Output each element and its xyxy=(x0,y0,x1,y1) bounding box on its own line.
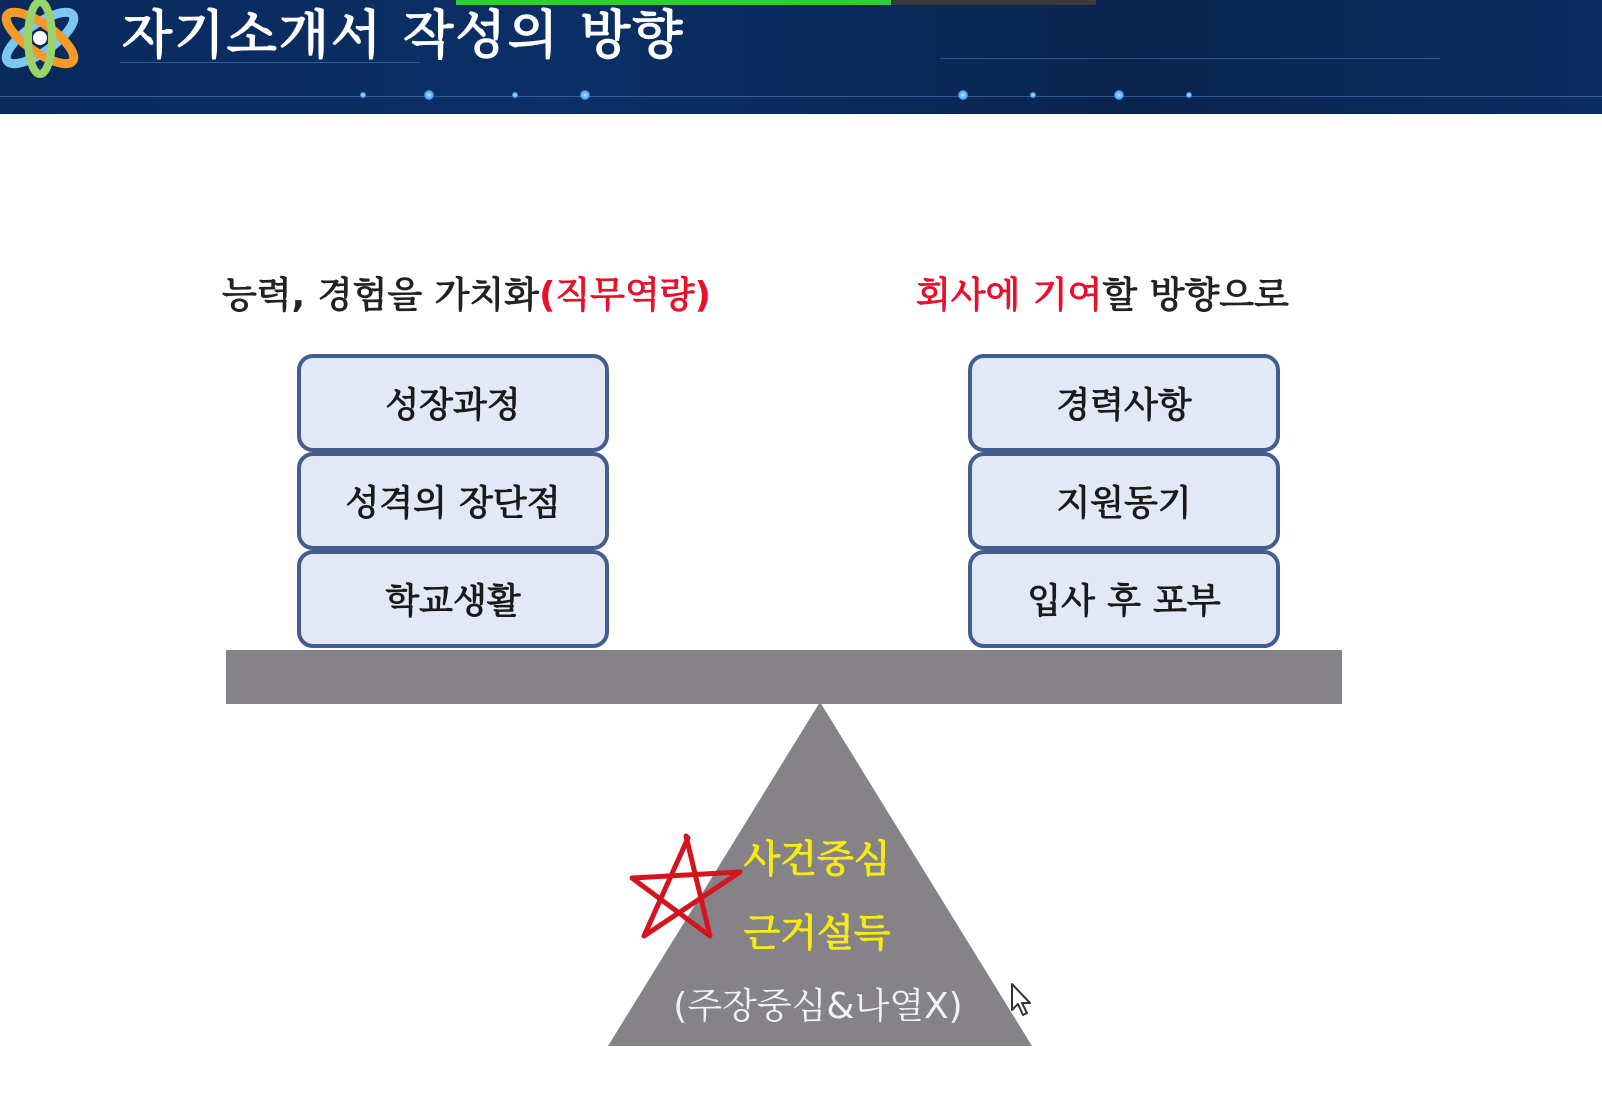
atom-star-logo-icon xyxy=(0,0,92,86)
left-stack xyxy=(297,354,609,648)
right-caption-highlight: 회사에 기여 xyxy=(916,275,1103,316)
right-item-career: 경력사항 xyxy=(968,354,1280,452)
header-circuit-line xyxy=(0,96,1602,97)
left-caption-highlight: (직무역량) xyxy=(538,275,711,316)
header-circuit-line xyxy=(940,58,1440,59)
hand-drawn-star-icon xyxy=(626,832,746,944)
header-glow-dot xyxy=(1030,92,1036,98)
header-glow-dot xyxy=(424,90,434,100)
fulcrum-line-evidence: 근거설득 xyxy=(743,911,891,955)
right-stack xyxy=(968,354,1280,648)
header-glow-dot xyxy=(1114,90,1124,100)
left-item-personality: 성격의 장단점 xyxy=(297,452,609,550)
right-caption-main: 할 방향으로 xyxy=(1102,275,1289,316)
slide-title: 자기소개서 작성의 방향 xyxy=(122,6,685,66)
header-glow-dot xyxy=(1186,92,1192,98)
mouse-pointer-icon xyxy=(1010,982,1034,1018)
right-item-motivation: 지원동기 xyxy=(968,452,1280,550)
video-progress-fill xyxy=(456,0,891,5)
header-glow-dot xyxy=(512,92,518,98)
left-item-growth: 성장과정 xyxy=(297,354,609,452)
header-glow-dot xyxy=(580,90,590,100)
fulcrum-line-note: (주장중심&나열X) xyxy=(673,986,963,1027)
right-item-aspiration: 입사 후 포부 xyxy=(968,550,1280,648)
fulcrum-line-event: 사건중심 xyxy=(743,837,891,881)
header-glow-dot xyxy=(958,90,968,100)
left-caption-main: 능력, 경험을 가치화 xyxy=(222,275,539,316)
header-glow-dot xyxy=(360,92,366,98)
left-item-school-life: 학교생활 xyxy=(297,550,609,648)
left-caption xyxy=(222,272,711,320)
slide-header xyxy=(0,0,1602,114)
balance-beam xyxy=(226,650,1342,704)
right-caption xyxy=(916,272,1289,320)
video-progress-bar[interactable] xyxy=(456,0,1096,5)
